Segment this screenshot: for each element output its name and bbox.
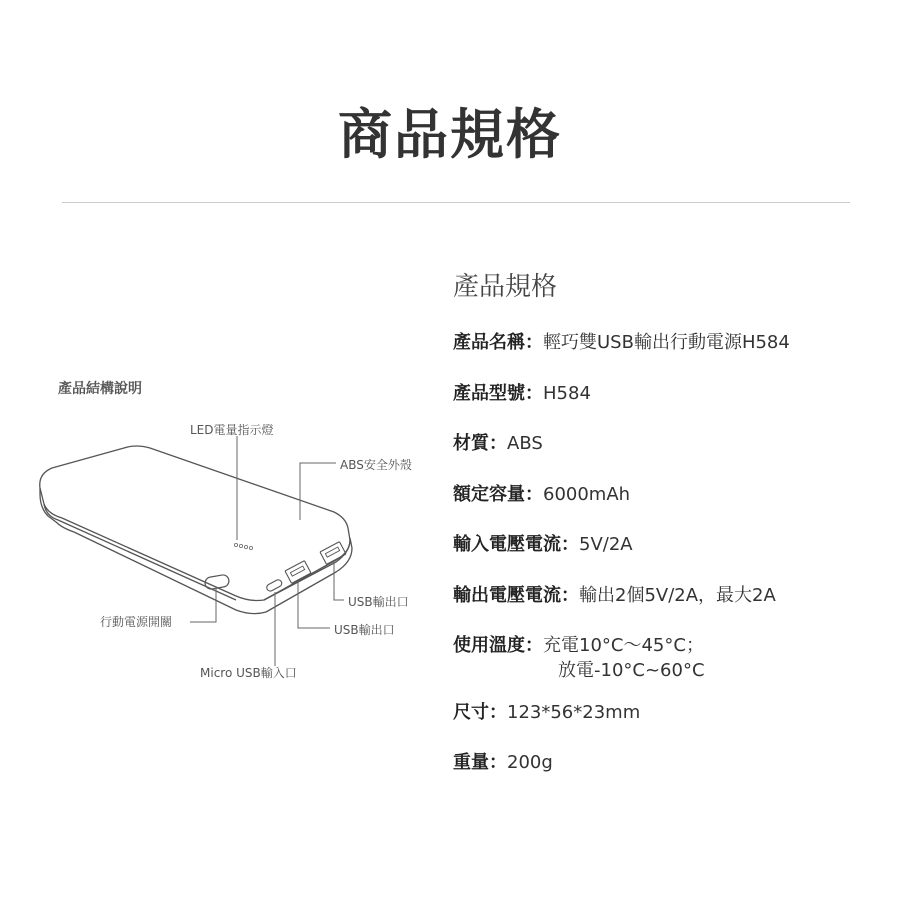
spec-row-capacity (453, 482, 630, 508)
spec-key: 產品型號： (453, 383, 543, 404)
spec-row-model (453, 381, 591, 407)
power-switch-shape (204, 574, 230, 590)
body-side-outline (40, 494, 352, 614)
spec-row-output (453, 583, 776, 609)
title-divider (62, 202, 850, 203)
spec-value: 6000mAh (543, 484, 631, 505)
spec-value: ABS (507, 433, 543, 454)
spec-value: 5V/2A (579, 534, 633, 555)
spec-value: 200g (507, 752, 553, 773)
spec-key: 尺寸： (453, 702, 507, 723)
usb-port-2-shape (320, 542, 346, 565)
spec-value: 輕巧雙USB輸出行動電源H584 (543, 332, 790, 353)
product-structure-diagram (0, 400, 440, 700)
spec-key: 使用溫度： (453, 635, 543, 656)
abs-shell-label: ABS安全外殼 (340, 458, 412, 472)
spec-key: 重量： (453, 752, 507, 773)
usb-output-label-1: USB輸出口 (348, 595, 409, 609)
spec-key: 輸入電壓電流： (453, 534, 579, 555)
spec-key: 材質： (453, 433, 507, 454)
page-title: 商品規格 (338, 103, 562, 166)
spec-value: 充電10°C～45°C； (543, 635, 704, 656)
spec-row-temperature (453, 633, 704, 659)
usb-1-leader-line (298, 582, 330, 628)
micro-usb-label: Micro USB輸入口 (200, 666, 297, 680)
spec-key: 輸出電壓電流： (453, 585, 579, 606)
power-bank-illustration (0, 400, 440, 700)
spec-row-weight (453, 750, 553, 776)
usb-port-1-shape (285, 561, 311, 584)
usb-output-label-2: USB輸出口 (334, 623, 395, 637)
spec-row-name (453, 330, 790, 356)
spec-row-input (453, 532, 633, 558)
spec-row-material (453, 431, 543, 457)
spec-value: 放電-10°C~60°C (558, 660, 705, 681)
led-indicator-label: LED電量指示燈 (190, 423, 274, 437)
spec-heading: 產品規格 (453, 272, 558, 302)
spec-value: 123*56*23mm (507, 702, 641, 723)
spec-value: 輸出2個5V/2A，最大2A (579, 585, 776, 606)
spec-value: H584 (543, 383, 591, 404)
spec-key: 額定容量： (453, 484, 543, 505)
led-dots (234, 543, 252, 549)
switch-leader-line (190, 588, 216, 622)
spec-key: 產品名稱： (453, 332, 543, 353)
spec-row-dimensions (453, 700, 640, 726)
power-switch-label: 行動電源開關 (100, 615, 173, 629)
diagram-heading: 產品結構說明 (58, 381, 142, 397)
